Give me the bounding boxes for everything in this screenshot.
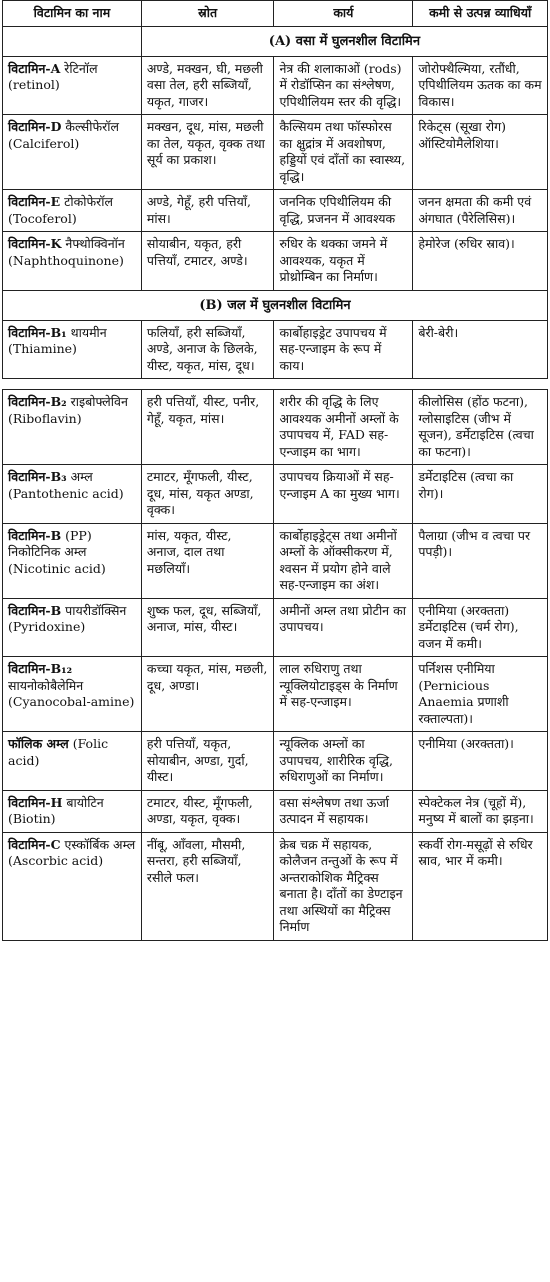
vitamin-function-cell: क्रेब चक्र में सहायक, कोलैजन तन्तुओं के रूप में अन्तराकोशिक मैट्रिक्स बनाता है। दाँतों का डेण्टाइन तथा अस्थियों का मैट्रिक्स निर्माण	[274, 832, 413, 940]
vitamin-deficiency-cell: हेमोरेज (रुधिर स्राव)।	[413, 232, 548, 291]
vitamin-name-cell	[3, 232, 142, 291]
vitamin-source-cell: टमाटर, मूँगफली, यीस्ट, दूध, मांस, यकृत अण्डा, वृक्क।	[141, 465, 274, 524]
table-row	[3, 465, 548, 524]
vitamin-name: विटामिन-H	[8, 794, 63, 810]
table-row	[3, 232, 548, 291]
table-row	[3, 190, 548, 232]
vitamin-alt-name: (PP) निकोटिनिक अम्ल (Nicotinic acid)	[8, 527, 106, 576]
vitamin-name: विटामिन-B	[8, 527, 62, 543]
vitamin-alt-name: अम्ल (Pantothenic acid)	[8, 469, 124, 501]
vitamin-function-cell: जननिक एपिथीलियम की वृद्धि, प्रजनन में आवश्यक	[274, 190, 413, 232]
vitamin-function-cell: रुधिर के थक्का जमने में आवश्यक, यकृत में प्रोथ्रोम्बिन का निर्माण।	[274, 232, 413, 291]
vitamin-deficiency-cell: जनन क्षमता की कमी एवं अंगघात (पैरेलिसिस)।	[413, 190, 548, 232]
section-a-row	[3, 26, 548, 56]
vitamin-source-cell: हरी पत्तियाँ, यकृत, सोयाबीन, अण्डा, गुर्दा, यीस्ट।	[141, 732, 274, 791]
vitamin-deficiency-cell: स्कर्वी रोग-मसूढ़ों से रुधिर स्राव, भार में कमी।	[413, 832, 548, 940]
vitamin-name: फॉलिक अम्ल	[8, 736, 69, 752]
table-row	[3, 832, 548, 940]
vitamin-source-cell: नींबू, आँवला, मौसमी, सन्तरा, हरी सब्जियाँ, रसीले फल।	[141, 832, 274, 940]
vitamin-function-cell: न्यूक्लिक अम्लों का उपापचय, शारीरिक वृद्धि, रुधिराणुओं का निर्माण।	[274, 732, 413, 791]
vitamin-name-cell	[3, 657, 142, 732]
vitamin-alt-name: पायरीडॉक्सिन (Pyridoxine)	[8, 602, 127, 635]
vitamin-name: विटामिन-D	[8, 119, 62, 135]
vitamin-alt-name: टोकोफेरॉल (Tocoferol)	[8, 194, 113, 226]
vitamin-deficiency-cell: जोरोफ्थैल्मिया, रतौंधी, एपिथीलियम ऊतक का कम विकास।	[413, 56, 548, 115]
vitamin-alt-name: बायोटिन (Biotin)	[8, 794, 104, 827]
header-name: विटामिन का नाम	[3, 1, 142, 27]
table-row	[3, 115, 548, 190]
vitamin-alt-name: सायनोकोबैलेमिन (Cyanocobal-amine)	[8, 677, 135, 710]
vitamin-name-cell	[3, 465, 142, 524]
vitamin-source-cell: मांस, यकृत, यीस्ट, अनाज, दाल तथा मछलियाँ।	[141, 523, 274, 598]
vitamin-function-cell: कैल्सियम तथा फॉस्फोरस का क्षुद्रांत्र में अवशोषण, हड्डियों एवं दाँतों का स्वास्थ्य, वृद्धि।	[274, 115, 413, 190]
vitamin-name: विटामिन-B₃	[8, 469, 67, 485]
vitamin-name: विटामिन-B	[8, 602, 62, 618]
vitamin-source-cell: सोयाबीन, यकृत, हरी पत्तियाँ, टमाटर, अण्डे।	[141, 232, 274, 291]
vitamin-alt-name: एस्कॉर्बिक अम्ल (Ascorbic acid)	[8, 836, 136, 869]
vitamin-name-cell	[3, 790, 142, 832]
header-row	[3, 1, 548, 27]
vitamin-name-cell	[3, 523, 142, 598]
vitamin-source-cell: हरी पत्तियाँ, यीस्ट, पनीर, गेहूँ, यकृत, मांस।	[141, 390, 274, 465]
vitamin-source-cell: फलियाँ, हरी सब्जियाँ, अण्डे, अनाज के छिलके, यीस्ट, यकृत, मांस, दूध।	[141, 320, 274, 379]
vitamin-deficiency-cell: बेरी-बेरी।	[413, 320, 548, 379]
vitamin-name: विटामिन-K	[8, 236, 62, 252]
vitamin-name: विटामिन-B₁₂	[8, 661, 73, 677]
vitamin-source-cell: शुष्क फल, दूध, सब्जियाँ, अनाज, मांस, यीस्ट।	[141, 598, 274, 657]
section-b-row	[3, 290, 548, 320]
vitamin-name-cell	[3, 320, 142, 379]
section-a-title: (A) वसा में घुलनशील विटामिन	[141, 26, 547, 56]
vitamin-name-cell	[3, 832, 142, 940]
table-row	[3, 598, 548, 657]
table-row	[3, 790, 548, 832]
vitamin-function-cell: शरीर की वृद्धि के लिए आवश्यक अमीनों अम्लों के उपापचय में, FAD सह-एन्जाइम का भाग।	[274, 390, 413, 465]
vitamin-name-cell	[3, 190, 142, 232]
vitamin-name: विटामिन-B₁	[8, 324, 67, 340]
vitamin-source-cell: टमाटर, यीस्ट, मूँगफली, अण्डा, यकृत, वृक्क।	[141, 790, 274, 832]
section-b-title: (B) जल में घुलनशील विटामिन	[3, 290, 548, 320]
vitamin-name-cell	[3, 115, 142, 190]
vitamin-source-cell: अण्डे, गेहूँ, हरी पत्तियाँ, मांस।	[141, 190, 274, 232]
table-row	[3, 56, 548, 115]
table-row	[3, 732, 548, 791]
table-row	[3, 390, 548, 465]
header-source: स्रोत	[141, 1, 274, 27]
header-function: कार्य	[274, 1, 413, 27]
vitamin-source-cell: मक्खन, दूध, मांस, मछली का तेल, यकृत, वृक्क तथा सूर्य का प्रकाश।	[141, 115, 274, 190]
vitamin-table	[2, 0, 548, 941]
table-gap-cell	[3, 379, 548, 390]
vitamin-name-cell	[3, 732, 142, 791]
vitamin-name: विटामिन-B₂	[8, 394, 67, 410]
vitamin-alt-name: (Folic acid)	[8, 736, 109, 768]
vitamin-alt-name: थायमीन (Thiamine)	[8, 324, 107, 357]
vitamin-alt-name: रेटिनॉल (retinol)	[8, 60, 98, 93]
vitamin-alt-name: राइबोफ्लेविन (Riboflavin)	[8, 394, 128, 426]
vitamin-alt-name: नैफ्थोक्विनॉन (Naphthoquinone)	[8, 236, 125, 268]
vitamin-source-cell: अण्डे, मक्खन, घी, मछली वसा तेल, हरी सब्जियाँ, यकृत, गाजर।	[141, 56, 274, 115]
vitamin-deficiency-cell: कीलोसिस (होंठ फटना), ग्लोसाइटिस (जीभ में सूजन), डर्मेटाइटिस (त्वचा का फटना)।	[413, 390, 548, 465]
vitamin-name-cell	[3, 390, 142, 465]
table-row	[3, 523, 548, 598]
vitamin-deficiency-cell: रिकेट्स (सूखा रोग) ऑस्टियोमैलेशिया।	[413, 115, 548, 190]
table-gap	[3, 379, 548, 390]
vitamin-deficiency-cell: पर्निशस एनीमिया (Pernicious Anaemia प्रणाशी रक्ताल्पता)।	[413, 657, 548, 732]
vitamin-deficiency-cell: डर्मेटाइटिस (त्वचा का रोग)।	[413, 465, 548, 524]
table-row	[3, 657, 548, 732]
vitamin-name: विटामिन-E	[8, 194, 61, 210]
vitamin-deficiency-cell: एनीमिया (अरक्तता) डर्मेटाइटिस (चर्म रोग), वजन में कमी।	[413, 598, 548, 657]
vitamin-deficiency-cell: स्पेक्टेकल नेत्र (चूहों में), मनुष्य में बालों का झड़ना।	[413, 790, 548, 832]
vitamin-name-cell	[3, 56, 142, 115]
vitamin-function-cell: नेत्र की शलाकाओं (rods) में रोडॉप्सिन का संश्लेषण, एपिथीलियम स्तर की वृद्धि।	[274, 56, 413, 115]
vitamin-source-cell: कच्चा यकृत, मांस, मछली, दूध, अण्डा।	[141, 657, 274, 732]
vitamin-alt-name: कैल्सीफेरॉल (Calciferol)	[8, 119, 119, 151]
header-deficiency: कमी से उत्पन्न व्याधियाँ	[413, 1, 548, 27]
vitamin-function-cell: उपापचय क्रियाओं में सह-एन्जाइम A का मुख्य भाग।	[274, 465, 413, 524]
table-row	[3, 320, 548, 379]
vitamin-deficiency-cell: एनीमिया (अरक्तता)।	[413, 732, 548, 791]
vitamin-name: विटामिन-C	[8, 836, 61, 852]
vitamin-function-cell: कार्बोहाइड्रेट्स तथा अमीनों अम्लों के ऑक्सीकरण में, श्वसन में प्रयोग होने वाले सह-एन्जाइम का अंश।	[274, 523, 413, 598]
vitamin-name: विटामिन-A	[8, 60, 61, 76]
vitamin-function-cell: कार्बोहाइड्रेट उपापचय में सह-एन्जाइम के रूप में काय।	[274, 320, 413, 379]
vitamin-name-cell	[3, 598, 142, 657]
vitamin-deficiency-cell: पैलाग्रा (जीभ व त्वचा पर पपड़ी)।	[413, 523, 548, 598]
vitamin-function-cell: वसा संश्लेषण तथा ऊर्जा उत्पादन में सहायक।	[274, 790, 413, 832]
vitamin-function-cell: अमीनों अम्ल तथा प्रोटीन का उपापचय।	[274, 598, 413, 657]
vitamin-function-cell: लाल रुधिराणु तथा न्यूक्लियोटाइड्स के निर्माण में सह-एन्जाइम।	[274, 657, 413, 732]
